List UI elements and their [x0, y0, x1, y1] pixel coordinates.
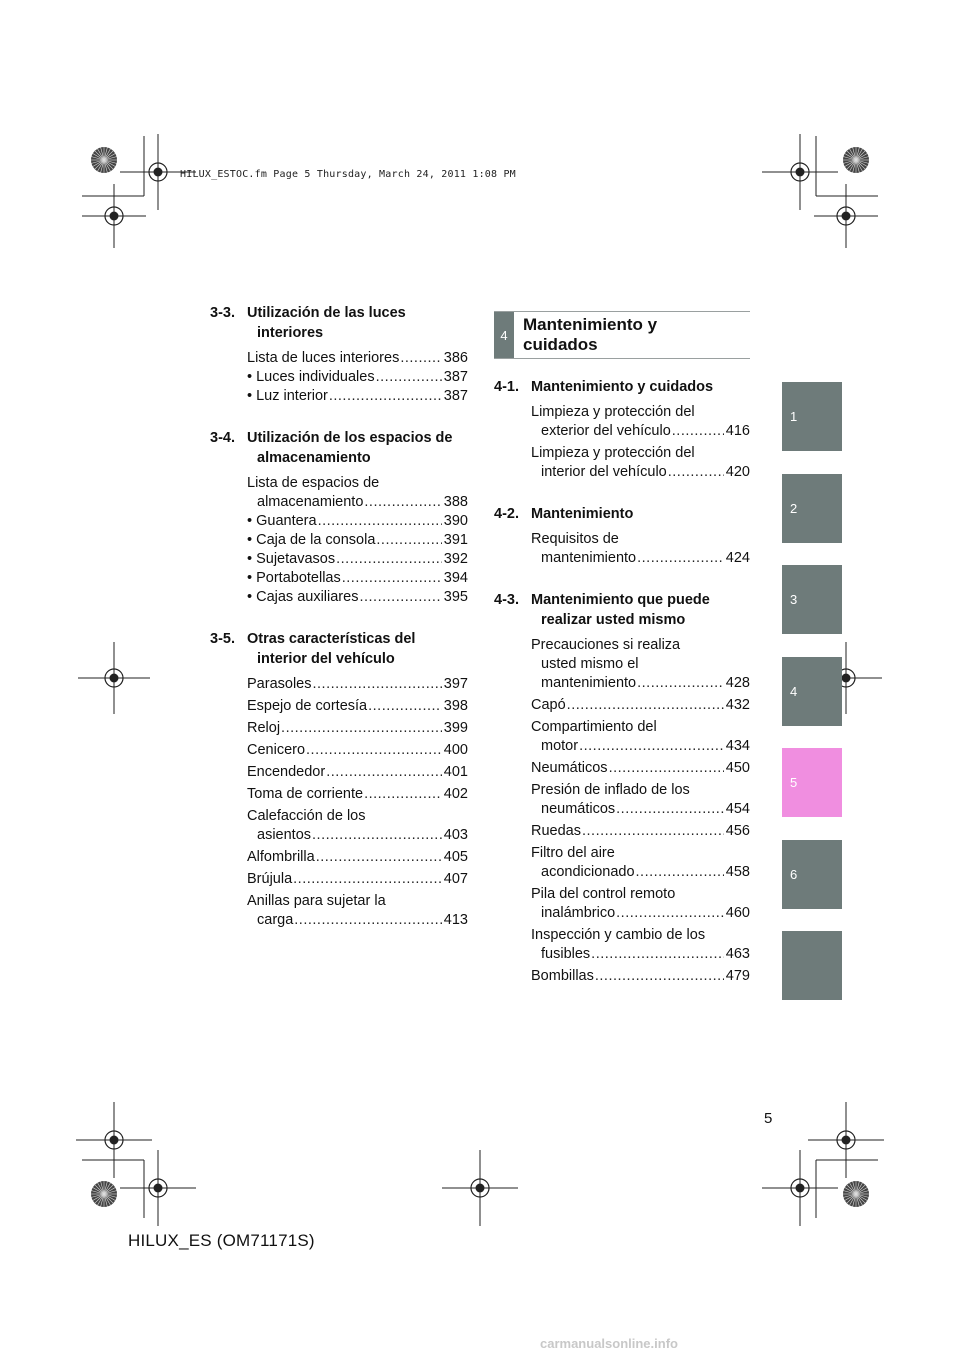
dot-leader [637, 674, 724, 693]
dot-leader [342, 569, 442, 588]
entry-label: motor [541, 738, 579, 754]
entry-label: Bombillas [531, 968, 594, 984]
section-title-line: Mantenimiento [531, 506, 634, 522]
entry-label-line: Pila del control remoto [531, 886, 676, 902]
entry-label: Espejo de cortesía [247, 698, 368, 714]
entry-page-number: 432 [725, 697, 750, 713]
entry-page-number: 395 [443, 589, 468, 605]
section-title [210, 303, 468, 343]
entry-label-line: Limpieza y protección del [531, 404, 695, 420]
chapter-header [494, 311, 750, 359]
chapter-tab-3[interactable]: 3 [782, 565, 842, 634]
entry-label: • Caja de la consola [247, 532, 376, 548]
section-title-line: almacenamiento [257, 450, 371, 466]
entry-label: neumáticos [541, 801, 616, 817]
dot-leader [293, 870, 442, 889]
toc-entry[interactable] [247, 807, 468, 845]
entry-label: Toma de corriente [247, 786, 364, 802]
entry-label-line: Calefacción de los [247, 808, 366, 824]
entry-label: Neumáticos [531, 760, 608, 776]
section-title-line: realizar usted mismo [541, 612, 686, 628]
entry-label: • Cajas auxiliares [247, 589, 359, 605]
entry-page-number: 416 [725, 423, 750, 439]
entry-page-number: 460 [725, 905, 750, 921]
section-number: 3-3. [210, 305, 235, 321]
toc-entry[interactable] [531, 885, 750, 923]
toc-entry[interactable] [247, 474, 468, 512]
dot-leader [579, 737, 724, 756]
entry-label-line: usted mismo el [541, 656, 639, 672]
registration-dot [110, 674, 119, 683]
toc-entry[interactable] [247, 349, 468, 368]
entry-label: Capó [531, 697, 566, 713]
entry-label: • Portabotellas [247, 570, 341, 586]
entry-label-line: Precauciones si realiza [531, 637, 681, 653]
dot-leader [329, 387, 442, 406]
entry-label: Parasoles [247, 676, 312, 692]
dot-leader [364, 785, 442, 804]
chapter-tab-2[interactable]: 2 [782, 474, 842, 543]
entry-page-number: 387 [443, 369, 468, 385]
dot-leader [312, 826, 442, 845]
entry-label: • Luces individuales [247, 369, 375, 385]
chapter-tab-4[interactable]: 4 [782, 657, 842, 726]
entry-page-number: 397 [443, 676, 468, 692]
toc-entry[interactable] [247, 741, 468, 760]
dot-leader [364, 493, 441, 512]
section-title [210, 629, 468, 669]
entry-label: exterior del vehículo [541, 423, 671, 439]
entry-label: • Sujetavasos [247, 551, 336, 567]
toc-entry[interactable] [531, 844, 750, 882]
toc-section [494, 504, 750, 568]
registration-dot [154, 168, 163, 177]
registration-dot [796, 1184, 805, 1193]
entry-page-number: 386 [443, 350, 468, 366]
chapter-tab-blank[interactable] [782, 931, 842, 1000]
manual-code: HILUX_ES (OM71171S) [128, 1231, 315, 1250]
registration-dot [842, 1136, 851, 1145]
entry-page-number: 392 [443, 551, 468, 567]
toc-entry[interactable] [247, 870, 468, 889]
chapter-title-line: cuidados [523, 335, 598, 354]
toc-left-column [210, 303, 468, 952]
dot-leader [312, 675, 441, 694]
entry-label-line: Presión de inflado de los [531, 782, 690, 798]
entry-page-number: 390 [443, 513, 468, 529]
dot-leader [316, 848, 442, 867]
section-title [210, 428, 468, 468]
toc-section [210, 303, 468, 406]
entry-label-line: Limpieza y protección del [531, 445, 695, 461]
section-title-line: Utilización de los espacios de [247, 430, 453, 446]
toc-entry[interactable] [247, 785, 468, 804]
dot-leader [306, 741, 442, 760]
entry-page-number: 398 [443, 698, 468, 714]
dot-leader [368, 697, 442, 716]
entry-label: • Luz interior [247, 388, 328, 404]
entry-label: Encendedor [247, 764, 326, 780]
registration-dot [842, 674, 851, 683]
page-number: 5 [764, 1110, 773, 1127]
dot-leader [281, 719, 442, 738]
chapter-title [514, 312, 657, 358]
section-title-line: Mantenimiento y cuidados [531, 379, 714, 395]
registration-dot [110, 212, 119, 221]
dot-leader [376, 368, 442, 387]
section-title-line: Mantenimiento que puede [531, 592, 710, 608]
entry-page-number: 401 [443, 764, 468, 780]
entry-label: Lista de luces interiores [247, 350, 400, 366]
section-number: 4-3. [494, 592, 519, 608]
entry-page-number: 434 [725, 738, 750, 754]
entry-label: • Guantera [247, 513, 317, 529]
toc-entry[interactable] [247, 719, 468, 738]
toc-right-column [494, 377, 750, 1008]
chapter-tab-5[interactable]: 5 [782, 748, 842, 817]
dot-leader [595, 967, 724, 986]
toc-entry[interactable] [531, 718, 750, 756]
dot-leader [336, 550, 442, 569]
toc-entry[interactable] [531, 444, 750, 482]
section-number: 3-5. [210, 631, 235, 647]
watermark: carmanualsonline.info [540, 1336, 678, 1351]
dot-leader [400, 349, 441, 368]
dot-leader [636, 863, 724, 882]
entry-page-number: 450 [725, 760, 750, 776]
entry-page-number: 413 [443, 912, 468, 928]
entry-label-line: Compartimiento del [531, 719, 657, 735]
entry-page-number: 399 [443, 720, 468, 736]
entry-label: inalámbrico [541, 905, 616, 921]
toc-entry[interactable] [247, 550, 468, 569]
dot-leader [582, 822, 724, 841]
entry-label: interior del vehículo [541, 464, 667, 480]
section-title-line: Otras características del [247, 631, 416, 647]
toc-entry[interactable] [247, 368, 468, 387]
dot-leader [668, 463, 724, 482]
entry-page-number: 479 [725, 968, 750, 984]
toc-entry[interactable] [531, 926, 750, 964]
file-header-stamp: HILUX_ESTOC.fm Page 5 Thursday, March 24, 2011 1:08 PM [180, 169, 516, 180]
entry-label: carga [257, 912, 294, 928]
entry-page-number: 420 [725, 464, 750, 480]
chapter-tab-6[interactable]: 6 [782, 840, 842, 909]
registration-dot [154, 1184, 163, 1193]
entry-label: almacenamiento [257, 494, 364, 510]
toc-entry[interactable] [247, 697, 468, 716]
toc-entry[interactable] [531, 403, 750, 441]
entry-label: mantenimiento [541, 550, 637, 566]
entry-page-number: 456 [725, 823, 750, 839]
entry-label: fusibles [541, 946, 591, 962]
entry-label: acondicionado [541, 864, 635, 880]
registration-dot [476, 1184, 485, 1193]
section-title-line: interiores [257, 325, 324, 341]
dot-leader [609, 759, 724, 778]
toc-entry[interactable] [247, 512, 468, 531]
toc-entry[interactable] [247, 675, 468, 694]
registration-dot [842, 212, 851, 221]
toc-entry[interactable] [531, 781, 750, 819]
toc-entry[interactable] [247, 531, 468, 550]
toc-entry[interactable] [531, 696, 750, 715]
entry-page-number: 400 [443, 742, 468, 758]
toc-entry[interactable] [247, 569, 468, 588]
section-title [494, 504, 750, 524]
section-number: 4-2. [494, 506, 519, 522]
dot-leader [637, 549, 724, 568]
entry-label-line: Anillas para sujetar la [247, 893, 386, 909]
toc-entry[interactable] [531, 759, 750, 778]
section-title-line: Utilización de las luces [247, 305, 406, 321]
entry-page-number: 387 [443, 388, 468, 404]
dot-leader [318, 512, 442, 531]
dot-leader [294, 911, 442, 930]
toc-entry[interactable] [247, 387, 468, 406]
dot-leader [326, 763, 442, 782]
section-number: 4-1. [494, 379, 519, 395]
chapter-tab-1[interactable]: 1 [782, 382, 842, 451]
toc-entry[interactable] [531, 530, 750, 568]
entry-label: asientos [257, 827, 312, 843]
entry-page-number: 394 [443, 570, 468, 586]
entry-label-line: Filtro del aire [531, 845, 615, 861]
chapter-title-line: Mantenimiento y [523, 315, 658, 334]
section-title [494, 377, 750, 397]
chapter-tabs [782, 382, 842, 1023]
toc-entry[interactable] [531, 636, 750, 693]
toc-entry[interactable] [247, 892, 468, 930]
toc-section [210, 629, 468, 930]
entry-label: mantenimiento [541, 675, 637, 691]
entry-label: Brújula [247, 871, 293, 887]
entry-page-number: 428 [725, 675, 750, 691]
toc-entry[interactable] [247, 848, 468, 867]
dot-leader [616, 800, 724, 819]
entry-label: Cenicero [247, 742, 306, 758]
entry-page-number: 454 [725, 801, 750, 817]
dot-leader [616, 904, 724, 923]
registration-dot [796, 168, 805, 177]
toc-entry[interactable] [247, 763, 468, 782]
entry-page-number: 424 [725, 550, 750, 566]
entry-page-number: 403 [443, 827, 468, 843]
entry-page-number: 407 [443, 871, 468, 887]
entry-label-line: Lista de espacios de [247, 475, 380, 491]
entry-page-number: 463 [725, 946, 750, 962]
entry-label-line: Requisitos de [531, 531, 619, 547]
registration-dot [110, 1136, 119, 1145]
entry-label-line: Inspección y cambio de los [531, 927, 706, 943]
dot-leader [672, 422, 724, 441]
section-title-line: interior del vehículo [257, 651, 395, 667]
section-number: 3-4. [210, 430, 235, 446]
section-title [494, 590, 750, 630]
entry-page-number: 402 [443, 786, 468, 802]
entry-page-number: 391 [443, 532, 468, 548]
toc-entry[interactable] [531, 822, 750, 841]
toc-section [494, 377, 750, 482]
entry-label: Alfombrilla [247, 849, 315, 865]
entry-label: Ruedas [531, 823, 581, 839]
chapter-number: 4 [494, 312, 514, 358]
entry-label: Reloj [247, 720, 281, 736]
entry-page-number: 458 [725, 864, 750, 880]
toc-entry[interactable] [247, 588, 468, 607]
toc-section [210, 428, 468, 607]
entry-page-number: 405 [443, 849, 468, 865]
toc-entry[interactable] [531, 967, 750, 986]
entry-page-number: 388 [443, 494, 468, 510]
dot-leader [567, 696, 724, 715]
dot-leader [376, 531, 441, 550]
dot-leader [591, 945, 724, 964]
dot-leader [359, 588, 441, 607]
toc-section [494, 590, 750, 986]
